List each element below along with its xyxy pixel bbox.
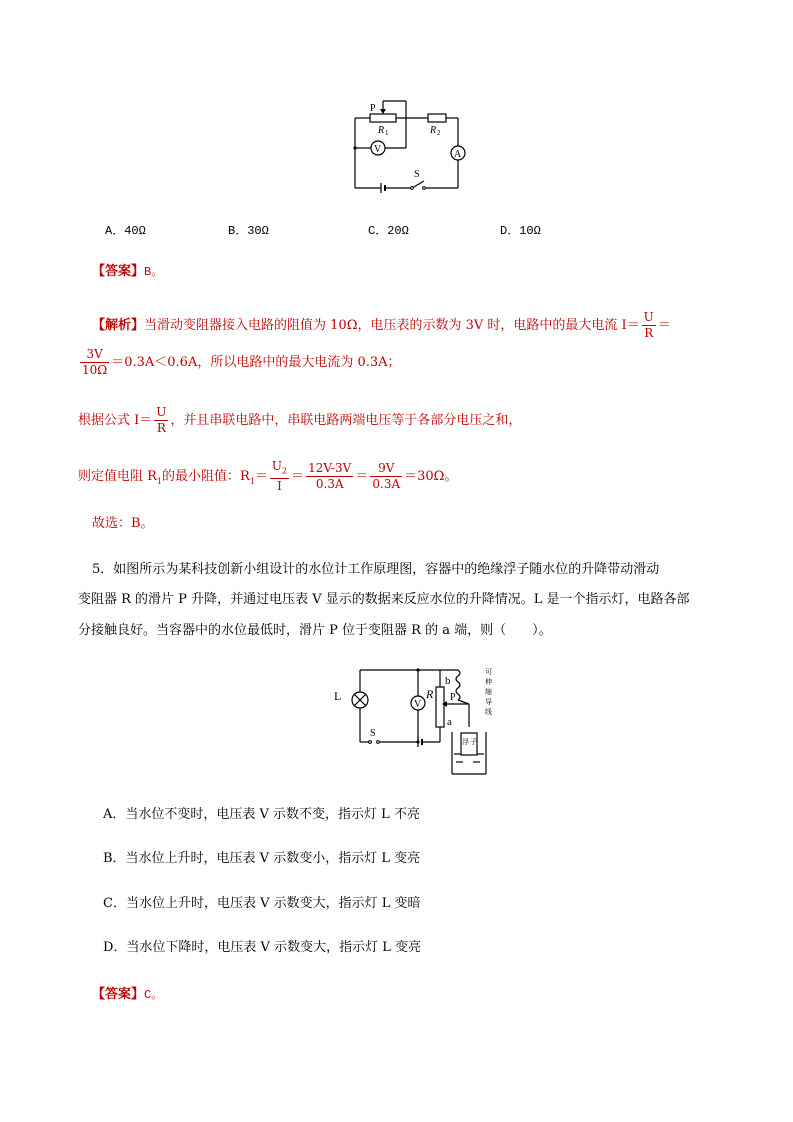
q4-answer: [92, 263, 163, 281]
fraction-9v-diff: $\frac{12V-3V}{0.3A}$: [308, 461, 352, 492]
analysis-line-1: 【解析】当滑动变阻器接入电路的阻值为 10Ω，电压表的示数为 3V 时，电路中的最大电流 I＝ $\frac{U}{R}$ ＝: [92, 310, 671, 340]
float-label-2: 子: [470, 738, 477, 746]
fraction-9v-over-03a: $\frac{9V}{0.3A}$: [372, 461, 401, 492]
analysis-line-2: [78, 347, 401, 378]
label-v: V: [374, 144, 382, 155]
label-s: S: [414, 169, 420, 180]
side-label-2: 伸: [485, 678, 492, 686]
side-label-5: 线: [485, 708, 492, 716]
q4-option-b: B．30Ω: [228, 224, 269, 238]
q5-option-a: A．当水位不变时，电压表 V 示数不变，指示灯 L 不亮: [103, 807, 420, 822]
label-r: R: [426, 687, 434, 701]
fraction-u2-over-i: $\frac{U_2}{I}$: [271, 459, 288, 494]
q4-option-a: A．40Ω: [105, 224, 146, 238]
q5-option-c: C．当水位上升时，电压表 V 示数变大，指示灯 L 变暗: [103, 896, 421, 911]
q5-stem-line-2: 变阻器 R 的滑片 P 升降，并通过电压表 V 显示的数据来反应水位的升降情况。L 是一个指示灯，电路各部: [78, 592, 690, 607]
analysis-text-2: ＝0.3A＜0.6A，所以电路中的最大电流为 0.3A；: [111, 355, 401, 370]
analysis-line-4: 则定值电阻 $R_1$的最小阻值：$R_1=$ $\frac{U_2}{I}$ ＝ $\frac{12V-3V}{0.3A}$ ＝ $\frac{9V}{0.3A}$ ＝30Ω。: [78, 459, 458, 494]
answer-bracket: 【答案】: [92, 987, 145, 1002]
q5-option-d: D．当水位下降时，电压表 V 示数变大，指示灯 L 变亮: [103, 940, 421, 955]
label-v-meter: V: [414, 699, 422, 710]
label-r1-sub: 1: [385, 129, 389, 137]
answer-value: B。: [144, 265, 164, 279]
q4-option-d: D．10Ω: [500, 224, 541, 238]
circuit-diagram-2: [330, 662, 502, 782]
label-s-switch: S: [370, 728, 376, 739]
label-a: A: [454, 149, 462, 160]
q5-option-b: B．当水位上升时，电压表 V 示数变小，指示灯 L 变亮: [103, 851, 421, 866]
analysis-bracket: 【解析】: [92, 318, 145, 333]
q5-stem-line-3: 分接触良好。当容器中的水位最低时，滑片 P 位于变阻器 R 的 a 端，则（ ）。: [78, 623, 552, 638]
answer-value: C。: [144, 988, 164, 1002]
q5-answer: [92, 986, 163, 1004]
q4-option-c: C．20Ω: [368, 224, 409, 238]
analysis-text-1: 当滑动变阻器接入电路的阻值为 10Ω，电压表的示数为 3V 时，电路中的最大电流 I＝: [144, 318, 640, 333]
circuit-diagram-1: [340, 96, 470, 196]
label-l: L: [334, 689, 342, 703]
side-label-4: 导: [485, 698, 492, 706]
fraction-3v-over-10ohm: $\frac{3V}{10\Omega}$: [82, 347, 108, 377]
label-r1: R: [378, 125, 385, 136]
side-label-3: 缩: [485, 688, 492, 696]
fraction-u-over-r-2: $\frac{U}{R}$: [156, 405, 167, 435]
label-a-end: a: [447, 716, 452, 728]
side-label-1: 可: [485, 668, 492, 676]
label-r2-sub: 2: [437, 129, 441, 137]
label-p: P: [370, 103, 376, 114]
label-p-slider: P: [450, 692, 456, 703]
float-label-1: 浮: [462, 738, 469, 746]
label-b: b: [445, 675, 451, 687]
analysis-conclusion: 故选：B。: [92, 516, 154, 531]
fraction-u-over-r: $\frac{U}{R}$: [643, 310, 654, 340]
q5-stem-line-1: 5．如图所示为某科技创新小组设计的水位计工作原理图，容器中的绝缘浮子随水位的升降带动滑动: [92, 562, 660, 577]
analysis-line-3: 根据公式 I＝ $\frac{U}{R}$ ，并且串联电路中，串联电路两端电压等于各部分电压之和，: [78, 405, 522, 435]
answer-bracket: 【答案】: [92, 264, 145, 279]
label-r2: R: [430, 125, 437, 136]
